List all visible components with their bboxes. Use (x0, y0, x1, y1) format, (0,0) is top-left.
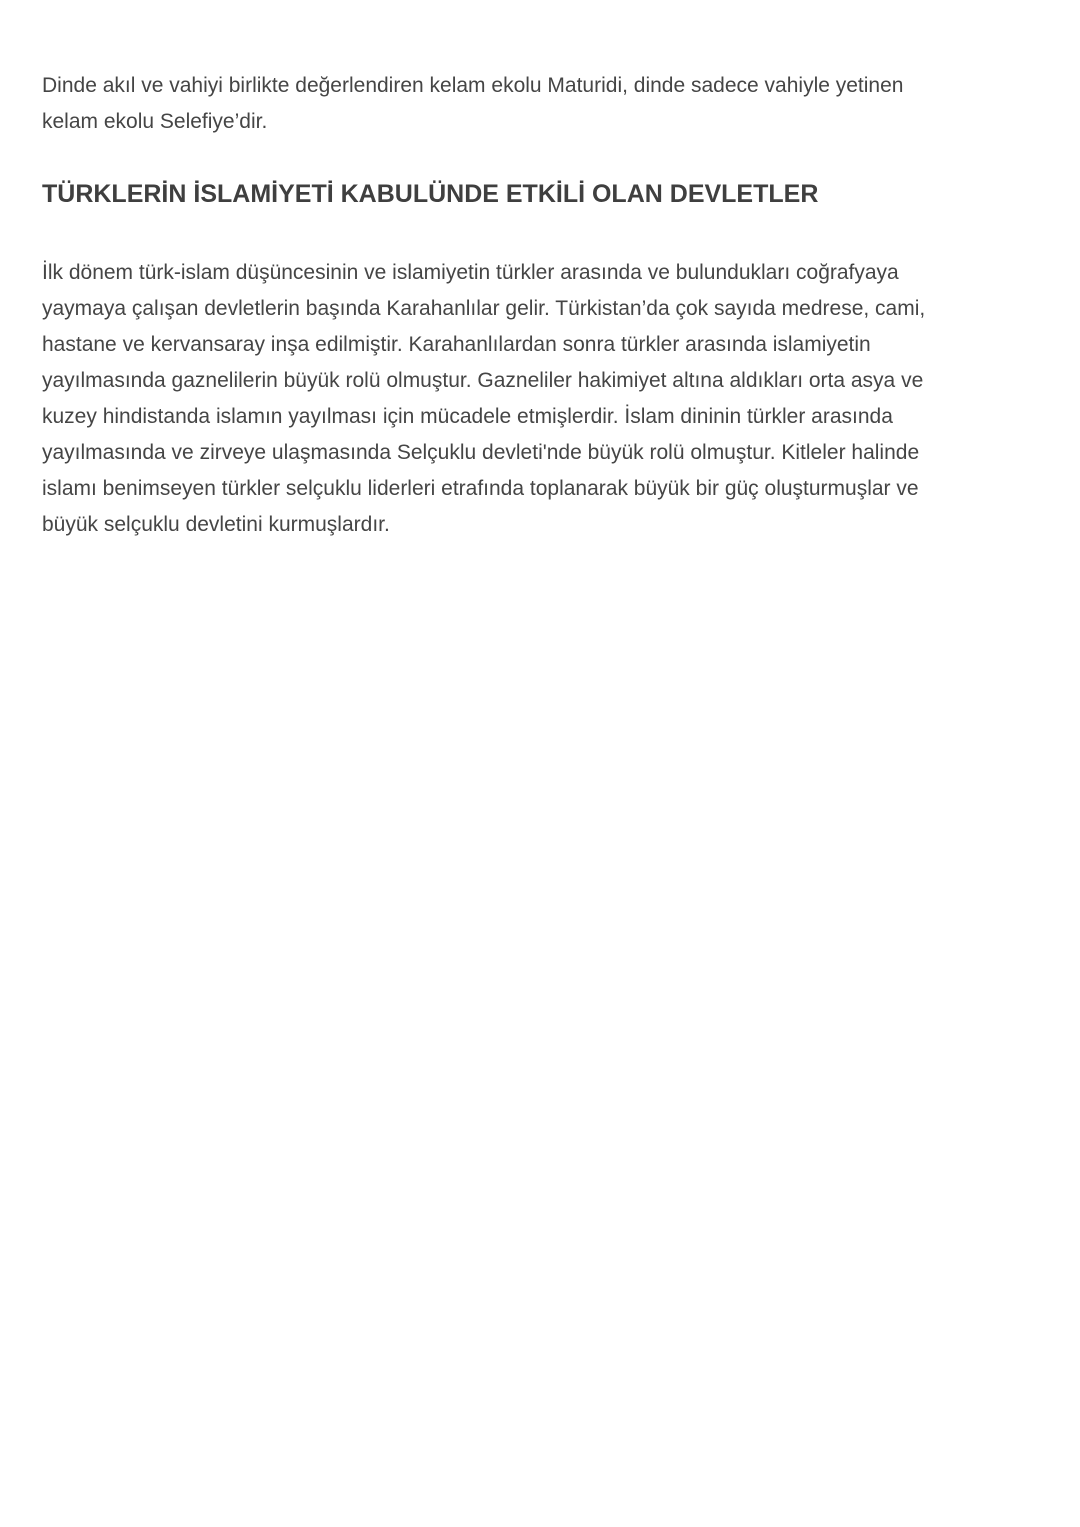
body-paragraph (42, 255, 1052, 543)
paragraph-line: islamı benimseyen türkler selçuklu liderleri etrafında toplanarak büyük bir güç oluşturmuşlar ve (42, 477, 919, 500)
section-heading: TÜRKLERİN İSLAMİYETİ KABULÜNDE ETKİLİ OLAN DEVLETLER (42, 180, 819, 208)
paragraph-line: kelam ekolu Selefiye’dir. (42, 110, 268, 133)
paragraph-line: yayılmasında gaznelilerin büyük rolü olmuştur. Gazneliler hakimiyet altına aldıkları orta asya ve (42, 369, 924, 392)
paragraph-line: kuzey hindistanda islamın yayılması için mücadele etmişlerdir. İslam dininin türkler arasında (42, 405, 893, 428)
paragraph-line: Dinde akıl ve vahiyi birlikte değerlendiren kelam ekolu Maturidi, dinde sadece vahiyle yetinen (42, 74, 904, 97)
paragraph-line: yayılmasında ve zirveye ulaşmasında Selçuklu devleti'nde büyük rolü olmuştur. Kitleler halinde (42, 441, 920, 464)
paragraph-line: yaymaya çalışan devletlerin başında Karahanlılar gelir. Türkistan’da çok sayıda medrese, cami, (42, 297, 926, 320)
paragraph-line: İlk dönem türk-islam düşüncesinin ve islamiyetin türkler arasında ve bulundukları coğrafyaya (42, 261, 899, 284)
paragraph-line: hastane ve kervansaray inşa edilmiştir. Karahanlılardan sonra türkler arasında islamiyetin (42, 333, 871, 356)
intro-paragraph (42, 68, 1052, 140)
paragraph-line: büyük selçuklu devletini kurmuşlardır. (42, 513, 390, 536)
